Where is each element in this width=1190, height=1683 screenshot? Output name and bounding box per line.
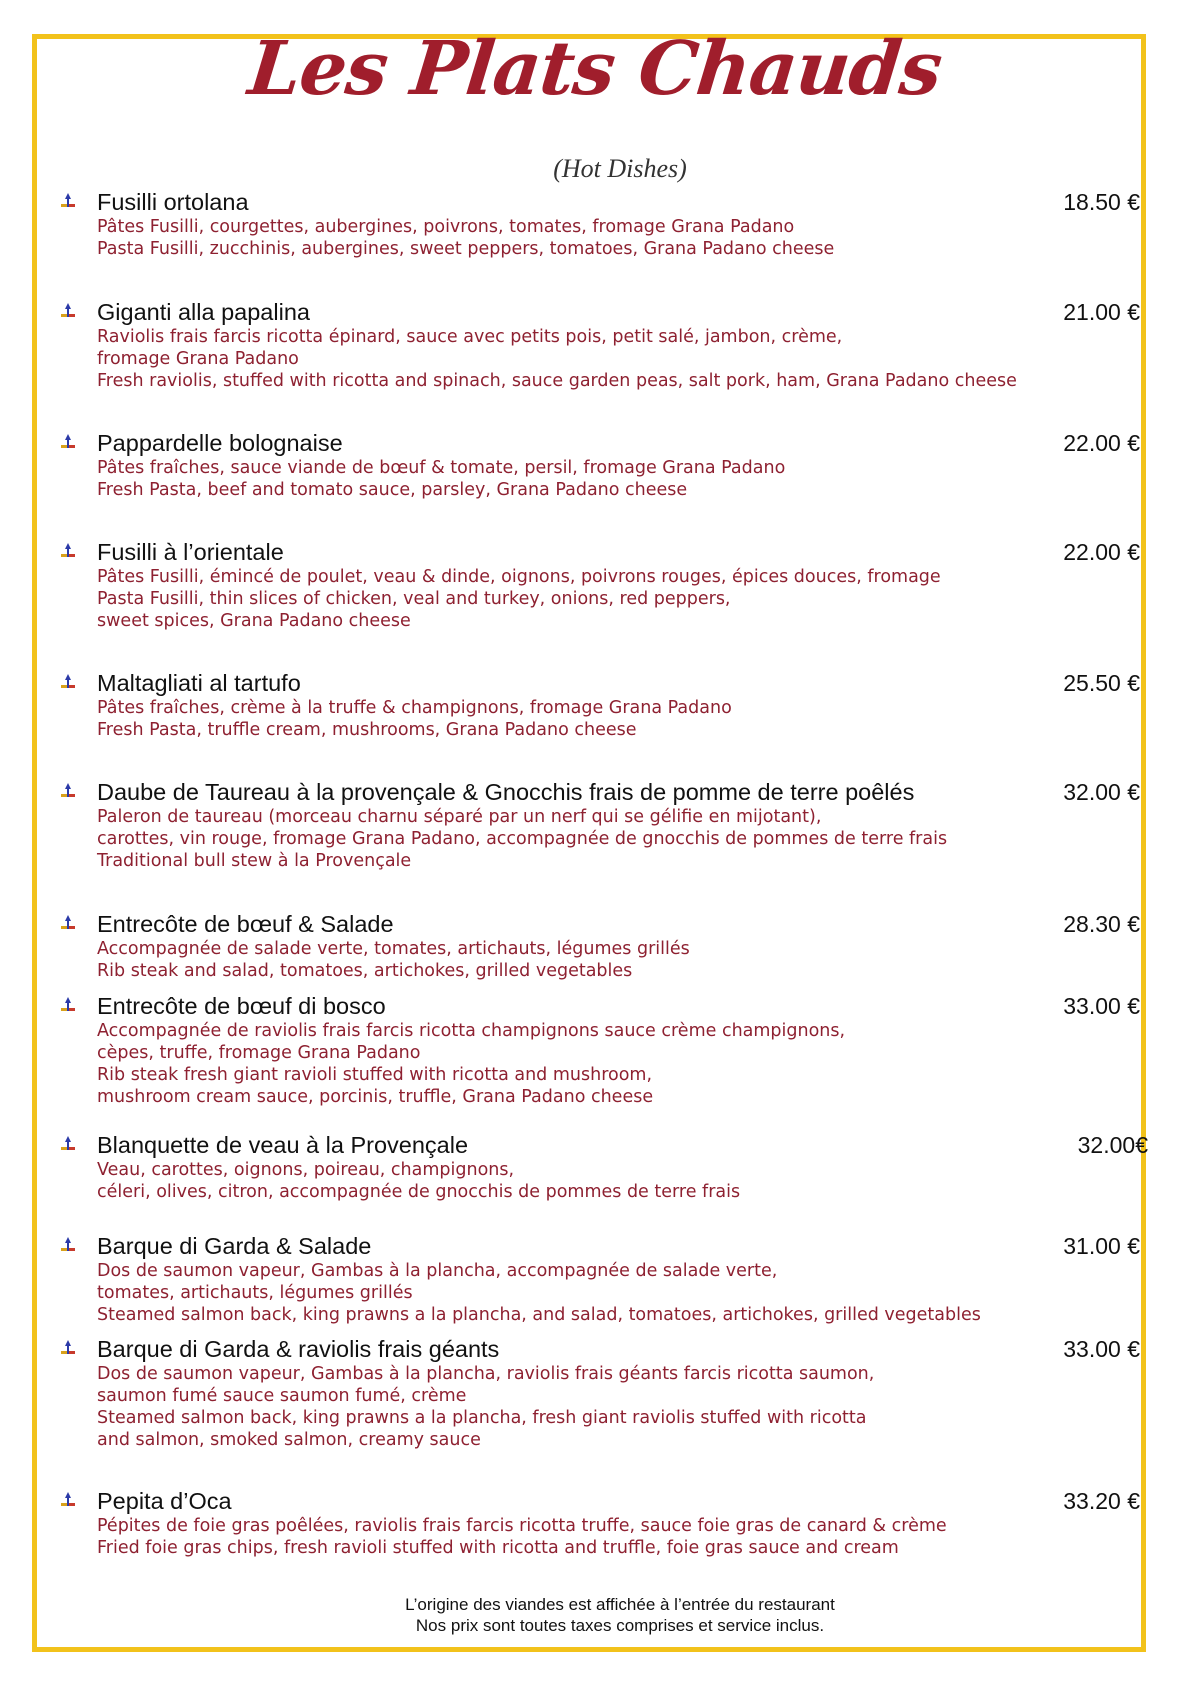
dish-description-line: Rib steak fresh giant ravioli stuffed with ricotta and mushroom, [97,1065,653,1085]
dish-description-line: and salmon, smoked salmon, creamy sauce [97,1430,481,1450]
dish-description-line: Paleron de taureau (morceau charnu séparé par un nerf qui se gélifie en mijotant), [97,807,822,827]
dish-description-line: Pépites de foie gras poêlées, raviolis frais farcis ricotta truffe, sauce foie gras de canard & crème [97,1516,947,1536]
dish-description-line: Pâtes Fusilli, émincé de poulet, veau & dinde, oignons, poivrons rouges, épices douces, fromage [97,567,941,587]
dish-description-line: Raviolis frais farcis ricotta épinard, sauce avec petits pois, petit salé, jambon, crème, [97,327,843,347]
dish-description [97,1020,845,1108]
dish-description-line: Dos de saumon vapeur, Gambas à la plancha, accompagnée de salade verte, [97,1261,778,1281]
dish-description [97,806,947,872]
dish-description-line: mushroom cream sauce, porcinis, truffle, Grana Padano cheese [97,1087,654,1107]
dish-description-line: Pâtes fraîches, crème à la truffe & champignons, fromage Grana Padano [97,698,732,718]
dish-price: 28.30 € [1063,911,1140,937]
bullet-arrow-icon [60,543,76,561]
dish-description [97,938,690,982]
dish-name: Daube de Taureau à la provençale & Gnocchis frais de pomme de terre poêlés [97,779,915,805]
dish-description-line: Accompagnée de salade verte, tomates, artichauts, légumes grillés [97,939,690,959]
dish-description-line: tomates, artichauts, légumes grillés [97,1283,413,1303]
dish-description-line: Traditional bull stew à la Provençale [97,851,412,871]
bullet-arrow-icon [60,1492,76,1510]
dish-name: Maltagliati al tartufo [97,670,301,696]
dish-description [97,1363,874,1451]
dish-price: 21.00 € [1063,299,1140,325]
dish-description-line: Rib steak and salad, tomatoes, artichokes, grilled vegetables [97,961,633,981]
dish-price: 32.00 € [1063,779,1140,805]
dish-name: Pepita d’Oca [97,1488,232,1514]
dish-description [97,326,1017,392]
bullet-arrow-icon [60,1237,76,1255]
dish-description-line: Accompagnée de raviolis frais farcis ricotta champignons sauce crème champignons, [97,1021,846,1041]
bullet-arrow-icon [60,674,76,692]
dish-description-line: Fresh Pasta, beef and tomato sauce, parsley, Grana Padano cheese [97,480,688,500]
dish-description-line: Dos de saumon vapeur, Gambas à la plancha, raviolis frais géants farcis ricotta saumon, [97,1364,875,1384]
bullet-arrow-icon [60,1340,76,1358]
dish-description [97,457,785,501]
dish-description-line: carottes, vin rouge, fromage Grana Padano, accompagnée de gnocchis de pommes de terre frais [97,829,948,849]
dish-description-line: cèpes, truffe, fromage Grana Padano [97,1043,421,1063]
bullet-arrow-icon [60,303,76,321]
dish-name: Barque di Garda & Salade [97,1233,372,1259]
dish-price: 22.00 € [1063,430,1140,456]
dish-name: Entrecôte de bœuf di bosco [97,993,386,1019]
dish-description-line: saumon fumé sauce saumon fumé, crème [97,1386,467,1406]
dish-name: Fusilli à l’orientale [97,539,284,565]
bullet-arrow-icon [60,193,76,211]
dish-price: 33.20 € [1063,1488,1140,1514]
bullet-arrow-icon [60,997,76,1015]
bullet-arrow-icon [60,915,76,933]
bullet-arrow-icon [60,783,76,801]
dish-description-line: Pasta Fusilli, thin slices of chicken, veal and turkey, onions, red peppers, [97,589,731,609]
dish-description-line: sweet spices, Grana Padano cheese [97,611,411,631]
dish-price: 33.00 € [1063,993,1140,1019]
dish-name: Barque di Garda & raviolis frais géants [97,1336,500,1362]
dish-price: 18.50 € [1063,189,1140,215]
dish-name: Giganti alla papalina [97,299,310,325]
dish-description-line: fromage Grana Padano [97,349,299,369]
dish-name: Blanquette de veau à la Provençale [97,1132,469,1158]
dish-description [97,1515,947,1559]
dish-description-line: Veau, carottes, oignons, poireau, champignons, [97,1160,515,1180]
dish-description [97,216,834,260]
dish-description-line: Steamed salmon back, king prawns a la plancha, and salad, tomatoes, artichokes, grilled vegetables [97,1305,981,1325]
dish-name: Pappardelle bolognaise [97,430,343,456]
dish-description [97,1159,740,1203]
bullet-arrow-icon [60,1136,76,1154]
dish-price: 22.00 € [1063,539,1140,565]
menu-subtitle: (Hot Dishes) [553,154,687,183]
bullet-arrow-icon [60,434,76,452]
dish-description [97,697,732,741]
dish-description-line: céleri, olives, citron, accompagnée de gnocchis de pommes de terre frais [97,1182,741,1202]
dish-description-line: Fresh raviolis, stuffed with ricotta and spinach, sauce garden peas, salt pork, ham, Grana Padano cheese [97,371,1017,391]
dish-description-line: Pasta Fusilli, zucchinis, aubergines, sweet peppers, tomatoes, Grana Padano cheese [97,239,835,259]
dish-description-line: Fried foie gras chips, fresh ravioli stuffed with ricotta and truffle, foie gras sauce and cream [97,1538,899,1558]
dish-description-line: Pâtes Fusilli, courgettes, aubergines, poivrons, tomates, fromage Grana Padano [97,217,795,237]
dish-description [97,566,941,632]
dish-price: 33.00 € [1063,1336,1140,1362]
dish-description-line: Steamed salmon back, king prawns a la plancha, fresh giant raviolis stuffed with ricotta [97,1408,867,1428]
dish-price: 25.50 € [1063,670,1140,696]
dish-description [97,1260,981,1326]
dish-description-line: Fresh Pasta, truffle cream, mushrooms, Grana Padano cheese [97,720,637,740]
menu-title: Les Plats Chauds [244,26,946,112]
dish-description-line: Pâtes fraîches, sauce viande de bœuf & tomate, persil, fromage Grana Padano [97,458,786,478]
dish-name: Entrecôte de bœuf & Salade [97,911,394,937]
dish-price: 31.00 € [1063,1233,1140,1259]
footer-meat-origin: L’origine des viandes est affichée à l’entrée du restaurant [405,1595,835,1614]
dish-name: Fusilli ortolana [97,189,249,215]
footer-prices-note: Nos prix sont toutes taxes comprises et service inclus. [415,1616,825,1635]
dish-price: 32.00€ [1077,1132,1148,1158]
